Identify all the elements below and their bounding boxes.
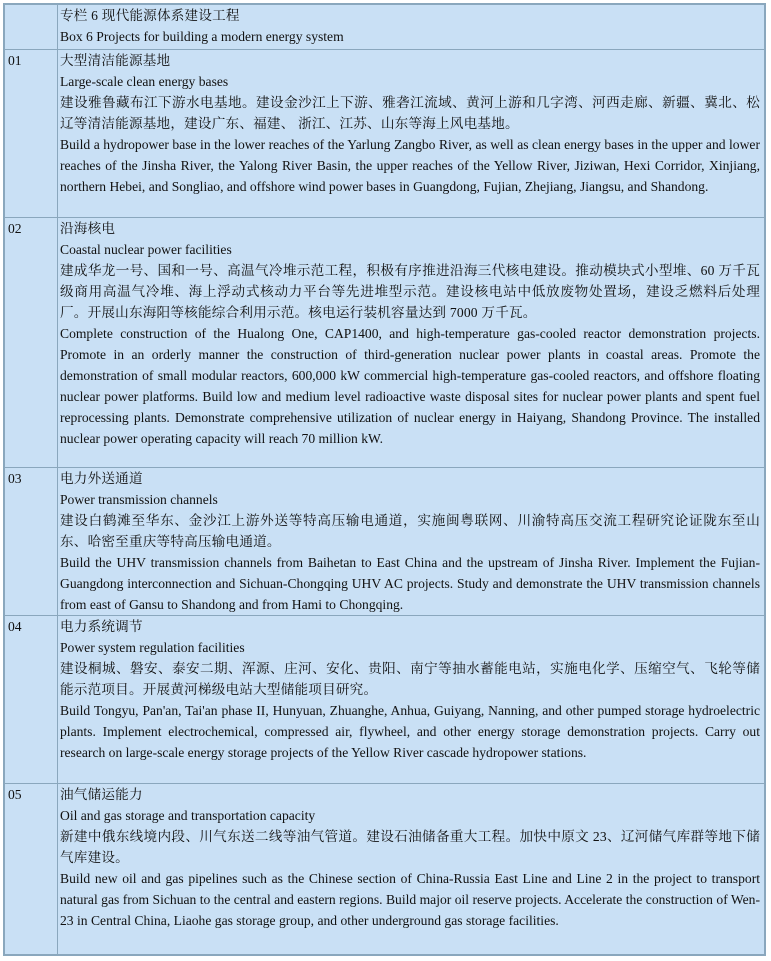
item-content	[58, 50, 765, 218]
item-number: 01	[5, 50, 58, 218]
box-title-cn: 专栏 6 现代能源体系建设工程	[60, 8, 240, 23]
item-desc-cn: 建成华龙一号、国和一号、高温气冷堆示范工程，积极有序推进沿海三代核电建设。推动模块式小型堆、60 万千瓦级商用高温气冷堆、海上浮动式核动力平台等先进堆型示范。建设核电站中低放废物处置场，建设乏燃料后处理厂。开展山东海阳等核能综合利用示范。核电运行装机容量达到 7000 万千瓦。	[60, 263, 760, 320]
item-number: 05	[5, 784, 58, 955]
projects-table	[4, 4, 765, 955]
item-content	[58, 468, 765, 616]
item-desc-cn: 建设白鹤滩至华东、金沙江上游外送等特高压输电通道，实施闽粤联网、川渝特高压交流工程研究论证陇东至山东、哈密至重庆等特高压输电通道。	[60, 513, 760, 549]
item-desc-en: Complete construction of the Hualong One, CAP1400, and high-temperature gas-cooled reactor demonstration projects. Promote in an orderly manner the construction of third-generation nuclear power plants in coastal areas. Promote the demonstration of small modular reactors, 600,000 kW commercial high-temperature gas-cooled reactors, and offshore floating nuclear power platforms. Build low and medium level radioactive waste disposal sites for nuclear power plants and spent fuel reprocessing plants. Demonstrate comprehensive utilization of nuclear energy in Haiyang, Shandong Province. The installed nuclear power operating capacity will reach 70 million kW.	[60, 326, 760, 446]
item-title-en: Large-scale clean energy bases	[60, 74, 229, 89]
item-number: 03	[5, 468, 58, 616]
item-desc-en: Build the UHV transmission channels from Baihetan to East China and the upstream of Jinsha River. Implement the Fujian-Guangdong interconnection and Sichuan-Chongqing UHV AC projects. Study and demonstrate the UHV transmission channels from east of Gansu to Shandong and from Hami to Chongqing.	[60, 555, 760, 612]
box-title-en: Box 6 Projects for building a modern energy system	[60, 29, 344, 44]
item-title-cn: 电力外送通道	[60, 471, 143, 486]
table-header-row	[5, 5, 765, 50]
item-title-cn: 油气储运能力	[60, 787, 143, 802]
item-desc-en: Build Tongyu, Pan'an, Tai'an phase II, Hunyuan, Zhuanghe, Anhua, Guiyang, Nanning, and other pumped storage hydroelectric plants. Implement electrochemical, compressed air, flywheel, and other energy storage demonstration projects. Carry out research on large-scale energy storage projects of the Yellow River cascade hydropower stations.	[60, 703, 760, 760]
header-number-cell	[5, 5, 58, 50]
item-desc-en: Build a hydropower base in the lower reaches of the Yarlung Zangbo River, as well as clean energy bases in the upper and lower reaches of the Jinsha River, the Yalong River Basin, the upper reaches of the Yellow River, Jiziwan, Hexi Corridor, Xinjiang, northern Hebei, and Songliao, and offshore wind power bases in Guangdong, Fujian, Zhejiang, Jiangsu, and Shandong.	[60, 137, 760, 194]
item-number: 02	[5, 218, 58, 468]
item-desc-cn: 新建中俄东线境内段、川气东送二线等油气管道。建设石油储备重大工程。加快中原文 23、辽河储气库群等地下储气库建设。	[60, 829, 760, 865]
item-title-cn: 电力系统调节	[60, 619, 143, 634]
item-title-cn: 大型清洁能源基地	[60, 53, 171, 68]
table-row	[5, 468, 765, 616]
table-row	[5, 616, 765, 784]
item-content	[58, 218, 765, 468]
item-content	[58, 784, 765, 955]
item-title-en: Power transmission channels	[60, 492, 218, 507]
header-title-cell	[58, 5, 765, 50]
item-desc-en: Build new oil and gas pipelines such as the Chinese section of China-Russia East Line and Line 2 in the project to transport natural gas from Sichuan to the central and eastern regions. Build major oil reserve projects. Accelerate the construction of Wen-23 in Central China, Liaohe gas storage group, and other underground gas storage facilities.	[60, 871, 760, 928]
energy-projects-box	[3, 3, 766, 956]
item-number: 04	[5, 616, 58, 784]
item-desc-cn: 建设桐城、磐安、泰安二期、浑源、庄河、安化、贵阳、南宁等抽水蓄能电站，实施电化学、压缩空气、飞轮等储能示范项目。开展黄河梯级电站大型储能项目研究。	[60, 661, 760, 697]
item-title-en: Power system regulation facilities	[60, 640, 245, 655]
item-title-cn: 沿海核电	[60, 221, 116, 236]
item-desc-cn: 建设雅鲁藏布江下游水电基地。建设金沙江上下游、雅砻江流域、黄河上游和几字湾、河西走廊、新疆、冀北、松辽等清洁能源基地，建设广东、福建、 浙江、江苏、山东等海上风电基地。	[60, 95, 760, 131]
item-content	[58, 616, 765, 784]
table-row	[5, 50, 765, 218]
table-row	[5, 218, 765, 468]
item-title-en: Coastal nuclear power facilities	[60, 242, 232, 257]
table-row	[5, 784, 765, 955]
item-title-en: Oil and gas storage and transportation capacity	[60, 808, 316, 823]
